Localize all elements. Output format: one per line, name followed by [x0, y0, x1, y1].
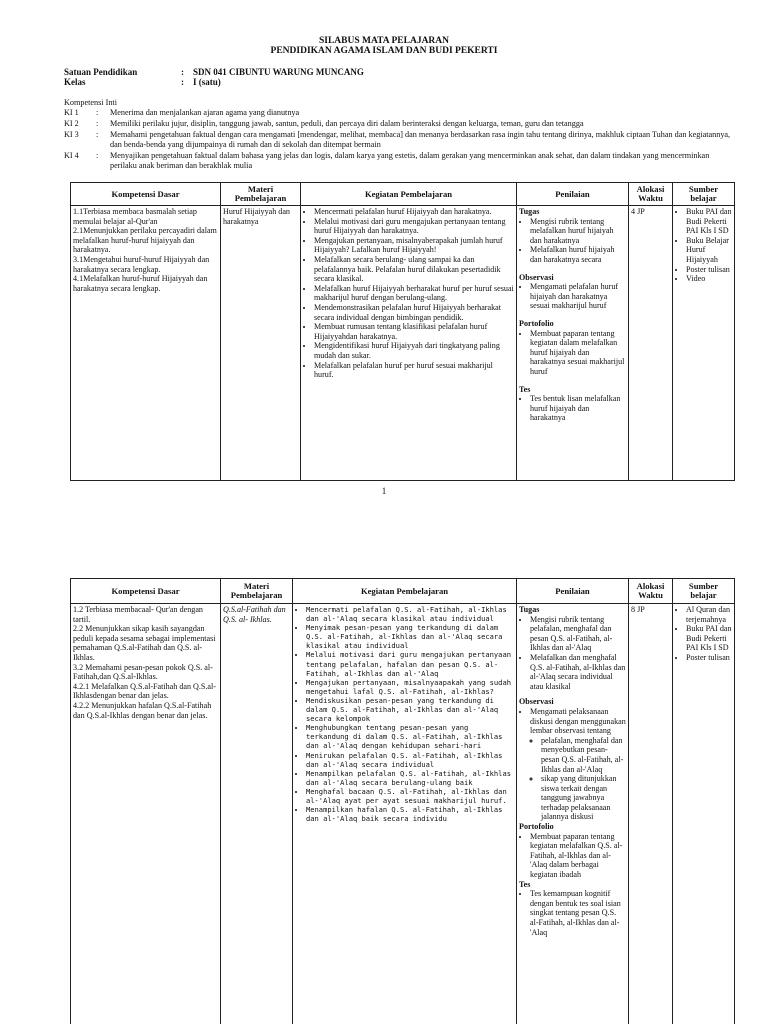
kd-cell: [71, 206, 221, 481]
tugas-item: • Mengisi rubrik tentang pelafalan, menghafal dan pesan Q.S. al-Fatihah, al-Ikhlas dan al-'Alaq: [530, 615, 626, 653]
header-kd: Kompetensi Dasar: [71, 579, 221, 604]
sumber-item: • Poster tulisan: [686, 265, 732, 275]
kegiatan-item: • Menampilkan hafalan Q.S. al-Fatihah, al-Ikhlas dan al-'Alaq baik secara individu: [306, 805, 514, 823]
ki-text: Menerima dan menjalankan ajaran agama yang dianutnya: [110, 108, 300, 117]
document-subtitle: PENDIDIKAN AGAMA ISLAM DAN BUDI PEKERTI: [270, 46, 498, 56]
observasi-heading: Observasi: [519, 697, 554, 707]
table-row: [71, 206, 735, 481]
kd-item: 1.2 Terbiasa membacaal- Qur'an dengan tartil.: [73, 605, 203, 624]
ki-item: [64, 119, 734, 129]
kegiatan-item: • Mengajukan pertanyaan, misalnyaapakah yang sudah mengetahui lafal Q.S. al-Fatihah, al-Ikhlas?: [306, 678, 514, 696]
ki-text: Memahami pengetahuan faktual dengan cara mengamati [mendengar, melihat, membaca] dan menanya berdasarkan rasa ingin tahu tentang dirinya, makhluk ciptaan Tuhan dan kegiatannya, dan benda-benda yang dijumpainya di rumah dan di sekolah dan ditempat bermain: [110, 130, 731, 149]
ki-item: [64, 130, 734, 150]
ki-colon: :: [96, 130, 99, 139]
kd-item: 4.2.1 Melafalkan Q.S.al-Fatihah dan Q.S.al- Ikhlasdengan benar dan jelas.: [73, 681, 216, 701]
portofolio-item: • Membuat paparan tentang kegiatan dalam melafalkan huruf hijaiyah dan harakatnya sesuai makharijul huruf: [530, 329, 626, 377]
header-kd: Kompetensi Dasar: [71, 183, 221, 206]
penilaian-cell: [517, 604, 629, 1024]
sumber-item: • Al Quran dan terjemahnya: [686, 605, 732, 624]
sumber-cell: [673, 206, 735, 481]
kd-item: 1.1Terbiasa membaca basmalah setiap memulai belajar al-Qur'an: [73, 207, 197, 226]
kd-cell: [71, 604, 221, 1024]
ki-item: [64, 108, 734, 118]
sumber-item: • Poster tulisan: [686, 653, 732, 663]
satuan-label: Satuan Pendidikan: [64, 67, 138, 77]
observasi-lead: Mengamati pelaksanaan diskusi dengan menggunakan lembar observasi tentang: [530, 706, 626, 736]
kegiatan-item: • Membuat rumusan tentang klasifikasi pelafalan huruf Hijaiyyahdan harakatnya.: [314, 322, 514, 341]
ki-code: KI 2: [64, 119, 79, 128]
alokasi-cell: 4 JP: [629, 206, 673, 481]
ki-colon: :: [96, 151, 99, 160]
kegiatan-item: • Mencermati pelafalan Q.S. al-Fatihah, al-Ikhlas dan al-'Alaq secara klasikal atau individual: [306, 605, 514, 623]
portofolio-item: • Membuat paparan tentang kegiatan melafalkan Q.S. al-Fatihah, al-Ikhlas dan al-'Alaq dalam berbagai kegiatan ibadah: [530, 832, 626, 880]
kegiatan-item: • Menghafal bacaan Q.S. al-Fatihah, al-Ikhlas dan al-'Alaq ayat per ayat sesuai makharijul huruf.: [306, 787, 514, 805]
kegiatan-item: • Menyimak pesan-pesan yang terkandung di dalam Q.S. al-Fatihah, al-Ikhlas dan al-'Alaq secara klasikal atau individual: [306, 623, 514, 650]
kelas-value: I (satu): [193, 77, 221, 87]
kd-item: 4.1Melafalkan huruf-huruf Hijaiyyah dan harakatnya secara lengkap.: [73, 274, 208, 293]
kegiatan-cell: [301, 206, 517, 481]
materi-cell: Q.S.al-Fatihah dan Q.S. al- Ikhlas.: [221, 604, 293, 1024]
header-materi: Materi Pembelajaran: [221, 579, 293, 604]
document-page-2: [0, 578, 768, 1024]
kegiatan-item: • Melalui motivasi dari guru mengajukan pertanyaan tentang pelafalan, hafalan dan pesan Q.S. al-Fatihah, al-Ikhlas dan al-'Alaq: [306, 650, 514, 677]
kegiatan-item: • Mengajukan pertanyaan, misalnyaberapakah jumlah huruf Hijaiyyah? Lafalkan huruf Hijaiyyah!: [314, 236, 514, 255]
tes-item: • Tes kemampuan kognitif dengan bentuk tes soal isian singkat tentang pesan Q.S. al-Fatihah, al-Ikhlas dan al-'Alaq: [530, 889, 626, 937]
ki-code: KI 4: [64, 151, 79, 160]
ki-code: KI 3: [64, 130, 79, 139]
kelas-label: Kelas: [64, 77, 86, 87]
page-number: 1: [381, 486, 387, 496]
observasi-item: [530, 707, 626, 822]
ki-item: [64, 151, 734, 171]
kegiatan-item: • Mendiskusikan pesan-pesan yang terkandung di dalam Q.S. al-Fatihah, al-Ikhlas dan al-'Alaq secara kelompok: [306, 696, 514, 723]
kegiatan-item: • Menghubungkan tentang pesan-pesan yang terkandung di dalam Q.S. al-Fatihah, al-Ikhlas dan al-'Alaq dengan kehidupan sehari-hari: [306, 723, 514, 750]
table-header-row: [71, 579, 735, 604]
kegiatan-cell: [293, 604, 517, 1024]
kd-item: 2.2 Menunjukkan sikap kasih sayangdan peduli kepada sesama sebagai implementasi pemahaman Q.S.al-Fatihah dan Q.S. al- Ikhlas.: [73, 624, 216, 662]
kd-item: 3.1Mengetahui huruf-huruf Hijaiyyah dan harakatnya secara lengkap.: [73, 254, 210, 274]
kelas-colon: :: [181, 77, 184, 87]
observasi-subitem: ◦ sikap yang ditunjukkan siswa terkait dengan tanggung jawabnya terhadap pelaksanaan jalannya diskusi: [541, 774, 626, 822]
ki-code: KI 1: [64, 108, 79, 117]
kd-item: 3.2 Memahami pesan-pesan pokok Q.S. al- Fatihah,dan Q.S.al-Ikhlas.: [73, 662, 213, 682]
sumber-item: • Buku Belajar Huruf Hijaiyyah: [686, 236, 732, 265]
table-row: [71, 604, 735, 1024]
header-kegiatan: Kegiatan Pembelajaran: [293, 579, 517, 604]
header-materi: Materi Pembelajaran: [221, 183, 301, 206]
header-sumber: Sumber belajar: [673, 183, 735, 206]
kegiatan-item: • Melafalkan huruf Hijaiyyah berharakat huruf per huruf sesuai makharijul huruf dengan berulang-ulang.: [314, 284, 514, 303]
portofolio-heading: Portofolio: [519, 822, 554, 832]
sumber-item: • Video: [686, 274, 732, 284]
tes-heading: Tes: [519, 384, 531, 394]
kegiatan-item: • Mencermati pelafalan huruf Hijaiyyah dan harakatnya.: [314, 207, 514, 217]
table-header-row: [71, 183, 735, 206]
kegiatan-item: • Melafalkan secara berulang- ulang sampai ka dan pelafalannya baik. Pelafalan huruf dilakukan pesertadidik secara klasikal.: [314, 255, 514, 284]
sumber-item: • Buku PAI dan Budi Pekerti PAI Kls I SD: [686, 207, 732, 236]
portofolio-heading: Portofolio: [519, 318, 554, 328]
tugas-item: • Mengisi rubrik tentang melafalkan huruf hijaiyah dan harakatnya: [530, 217, 626, 246]
ki-text: Menyajikan pengetahuan faktual dalam bahasa yang jelas dan logis, dalam karya yang estetis, dalam gerakan yang mencerminkan anak sehat, dan dalam tindakan yang mencerminkan perilaku anak beriman dan berakhlak mulia: [110, 151, 710, 170]
document-title: SILABUS MATA PELAJARAN: [318, 36, 450, 46]
satuan-value: SDN 041 CIBUNTU WARUNG MUNCANG: [193, 67, 364, 77]
kd-item: 2.1Menunjukkan perilaku percayadiri dalam melafalkan huruf-huruf hijaiyyah dan harakatnya.: [73, 226, 217, 255]
kegiatan-item: • Menirukan pelafalan Q.S. al-Fatihah, al-Ikhlas dan al-'Alaq secara individual: [306, 751, 514, 769]
tugas-item: • Melafalkan huruf hijaiyah dan harakatnya secara: [530, 245, 626, 264]
kegiatan-item: • Melalui motivasi dari guru mengajukan pertanyaan tentang huruf Hijaiyyah dan harakatnya.: [314, 217, 514, 236]
ki-text: Memiliki perilaku jujur, disiplin, tanggung jawab, santun, peduli, dan percaya diri dalam berinteraksi dengan keluarga, teman, guru dan tetangga: [110, 119, 584, 128]
header-penilaian: Penilaian: [517, 579, 629, 604]
tes-heading: Tes: [519, 879, 531, 889]
header-alokasi: Alokasi Waktu: [629, 579, 673, 604]
tes-item: • Tes bentuk lisan melafalkan huruf hijaiyah dan harakatnya: [530, 394, 626, 423]
sumber-cell: [673, 604, 735, 1024]
kegiatan-item: • Menampilkan pelafalan Q.S. al-Fatihah, al-Ikhlas dan al-'Alaq secara berulang-ulang baik: [306, 769, 514, 787]
syllabus-table-1: [70, 182, 735, 481]
tugas-heading: Tugas: [519, 605, 540, 614]
alokasi-cell: 8 JP: [629, 604, 673, 1024]
kd-item: 4.2.2 Menunjukkan hafalan Q.S.al-Fatihah dan Q.S.al-Ikhlas dengan benar dan jelas.: [73, 700, 212, 720]
kegiatan-item: • Melafalkan pelafalan huruf per huruf sesuai makharijul huruf.: [314, 361, 514, 380]
penilaian-cell: [517, 206, 629, 481]
kegiatan-item: • Mengidentifikasi huruf Hijaiyyah dari tingkatyang paling mudah dan sukar.: [314, 341, 514, 360]
tugas-heading: Tugas: [519, 207, 540, 216]
ki-colon: :: [96, 108, 99, 117]
tugas-item: • Melafalkan dan menghafal Q.S. al-Fatihah, al-Ikhlas dan al-'Alaq secara individual atau klasikal: [530, 653, 626, 691]
materi-cell: Huruf Hijaiyyah dan harakatnya: [221, 206, 301, 481]
header-sumber: Sumber belajar: [673, 579, 735, 604]
kegiatan-item: • Mendemonstrasikan pelafalan huruf Hijaiyyah berharakat secara individual dengan bimbingan pendidik.: [314, 303, 514, 322]
observasi-heading: Observasi: [519, 272, 554, 282]
ki-list: [64, 108, 734, 172]
header-kegiatan: Kegiatan Pembelajaran: [301, 183, 517, 206]
header-alokasi: Alokasi Waktu: [629, 183, 673, 206]
observasi-item: • Mengamati pelafalan huruf hijaiyah dan harakatnya sesuai makharijul huruf: [530, 282, 626, 311]
observasi-subitem: ◦ pelafalan, menghafal dan menyebutkan pesan-pesan Q.S. al-Fatihah, al-Ikhlas dan al-'Alaq: [541, 736, 626, 774]
header-penilaian: Penilaian: [517, 183, 629, 206]
syllabus-table-2: [70, 578, 735, 1024]
satuan-colon: :: [181, 67, 184, 77]
ki-heading: Kompetensi Inti: [64, 98, 117, 107]
ki-colon: :: [96, 119, 99, 128]
sumber-item: • Buku PAI dan Budi Pekerti PAI Kls I SD: [686, 624, 732, 653]
